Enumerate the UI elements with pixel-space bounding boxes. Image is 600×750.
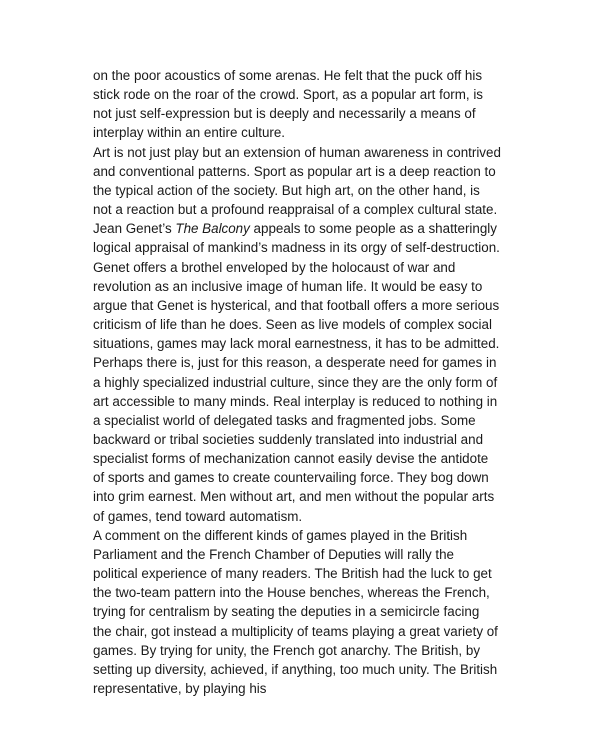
- text-line: representative, by playing his: [93, 681, 267, 696]
- text-line: setting up diversity, achieved, if anything, too much unity. The British: [93, 661, 498, 677]
- text-segment: Jean Genet’s: [93, 221, 176, 237]
- body-text: [93, 66, 518, 698]
- text-line: the typical action of the society. But high art, on the other hand, is: [93, 182, 480, 198]
- text-line: criticism of life than he does. Seen as live models of complex social: [93, 317, 492, 333]
- text-segment: appeals to some people as a shatteringly: [249, 221, 497, 237]
- text-line: art accessible to many minds. Real interplay is reduced to nothing in: [93, 393, 498, 409]
- text-line: and conventional patterns. Sport as popular art is a deep reaction to: [93, 163, 496, 179]
- text-line: interplay within an entire culture.: [93, 125, 286, 141]
- text-line: specialist forms of mechanization cannot easily devise the antidote: [93, 451, 489, 467]
- paragraph: [93, 526, 518, 698]
- italic-title: The Balcony: [175, 221, 250, 237]
- text-line: [93, 219, 518, 238]
- text-line: of sports and games to create countervailing force. They bog down: [93, 470, 489, 486]
- text-line: political experience of many readers. The British had the luck to get: [93, 566, 492, 582]
- text-line: a specialist world of delegated tasks and fragmented jobs. Some: [93, 412, 476, 428]
- text-line: of games, tend toward automatism.: [93, 508, 303, 524]
- document-page: [93, 66, 518, 698]
- text-line: stick rode on the roar of the crowd. Sport, as a popular art form, is: [93, 87, 483, 103]
- text-line: not just self-expression but is deeply and necessarily a means of: [93, 106, 476, 122]
- text-line: backward or tribal societies suddenly translated into industrial and: [93, 431, 484, 447]
- paragraph: [93, 143, 518, 526]
- text-line: Perhaps there is, just for this reason, a desperate need for games in: [93, 355, 497, 371]
- text-line: Art is not just play but an extension of human awareness in contrived: [93, 144, 501, 160]
- text-line: situations, games may lack moral earnestness, it has to be admitted.: [93, 336, 500, 352]
- text-line: Genet offers a brothel enveloped by the holocaust of war and: [93, 259, 456, 275]
- text-line: the chair, got instead a multiplicity of teams playing a great variety of: [93, 623, 498, 639]
- text-line: games. By trying for unity, the French got anarchy. The British, by: [93, 642, 481, 658]
- paragraph: [93, 66, 518, 143]
- text-line: trying for centralism by seating the deputies in a semicircle facing: [93, 604, 480, 620]
- text-line: logical appraisal of mankind’s madness in its orgy of self-destruction.: [93, 240, 500, 256]
- text-line: the two-team pattern into the House benches, whereas the French,: [93, 585, 490, 601]
- text-line: A comment on the different kinds of games played in the British: [93, 527, 468, 543]
- text-line: into grim earnest. Men without art, and men without the popular arts: [93, 489, 495, 505]
- text-line: revolution as an inclusive image of human life. It would be easy to: [93, 278, 483, 294]
- text-line: on the poor acoustics of some arenas. He felt that the puck off his: [93, 68, 483, 83]
- text-line: argue that Genet is hysterical, and that football offers a more serious: [93, 297, 500, 313]
- text-line: Parliament and the French Chamber of Deputies will rally the: [93, 546, 454, 562]
- text-line: a highly specialized industrial culture, since they are the only form of: [93, 374, 498, 390]
- text-line: not a reaction but a profound reappraisal of a complex cultural state.: [93, 202, 498, 218]
